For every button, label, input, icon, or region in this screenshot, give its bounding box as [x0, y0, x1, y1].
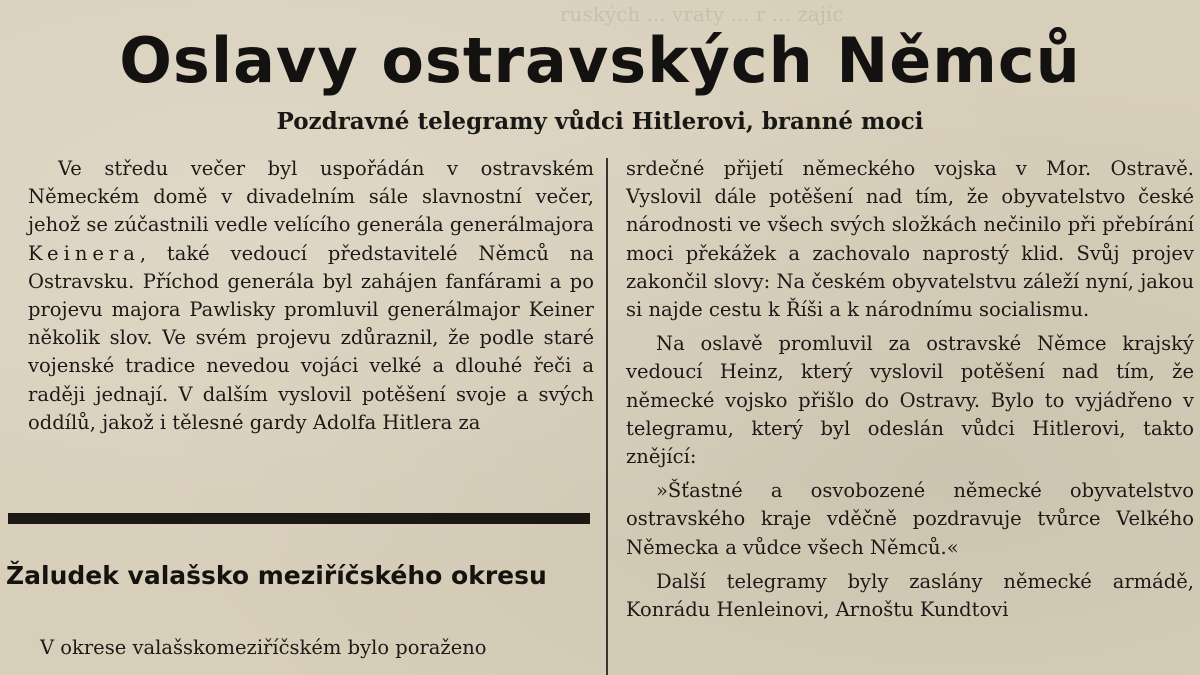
- second-article-title: Žaludek valašsko meziříčského okresu: [6, 561, 547, 590]
- telegram-quote: »Šťastné a osvobozené německé obyvatelstvo ostravského kraje vděčně pozdravuje tvůrce Velkého Německa a vůdce všech Němců.«: [626, 479, 1194, 559]
- paragraph-text: , také vedoucí představitelé Němců na Ostravsku. Příchod generála byl zahájen fanfárami a po projevu majora Pawlisky promluvil generálmajor Keiner několik slov. Ve svém projevu zdůraznil, že podle staré vojenské tradice nevedou vojáci velké a dlouhé řeči a raději jednají. V dalším vyslovil potěšení svoje a svých oddílů, jakož i tělesné gardy Adolfa Hitlera za: [28, 241, 594, 434]
- left-column: [28, 155, 594, 437]
- article-paragraph-1: [28, 155, 594, 437]
- second-article-column: [10, 634, 594, 662]
- paragraph-text: Ve středu večer byl uspořádán v ostravském Německém domě v divadelním sále slavnostní večer, jehož se zúčastnili vedle velícího generála generálmajora: [28, 157, 594, 237]
- subheadline: Pozdravné telegramy vůdci Hitlerovi, branné moci: [276, 108, 924, 135]
- right-column: [626, 155, 1194, 624]
- column-divider: [606, 158, 608, 675]
- bleed-through-text: ruských ... vraty ... r ... zajíc: [560, 2, 844, 26]
- second-article-paragraph: V okrese valašskomeziříčském bylo poraženo: [40, 636, 487, 659]
- section-rule: [8, 513, 590, 524]
- article-paragraph-3: Na oslavě promluvil za ostravské Němce krajský vedoucí Heinz, který vyslovil potěšení nad tím, že německé vojsko přišlo do Ostravy. Bylo to vyjádřeno v telegramu, který byl odeslán vůdci Hitlerovi, takto znějící:: [626, 332, 1194, 469]
- headline: Oslavy ostravských Němců: [119, 24, 1081, 97]
- article-paragraph-2: srdečné přijetí německého vojska v Mor. Ostravě. Vyslovil dále potěšení nad tím, že obyvatelstvo české národnosti ve všech svých složkách nečinilo při přebírání moci překážek a zachovalo naprostý klid. Svůj projev zakončil slovy: Na českém obyvatelstvu záleží nyní, jakou si najde cestu k Říši a k národnímu socialismu.: [626, 157, 1194, 322]
- name-keinera: Keinera: [28, 241, 140, 265]
- article-paragraph-4: Další telegramy byly zaslány německé armádě, Konrádu Henleinovi, Arnoštu Kundtovi: [626, 569, 1194, 622]
